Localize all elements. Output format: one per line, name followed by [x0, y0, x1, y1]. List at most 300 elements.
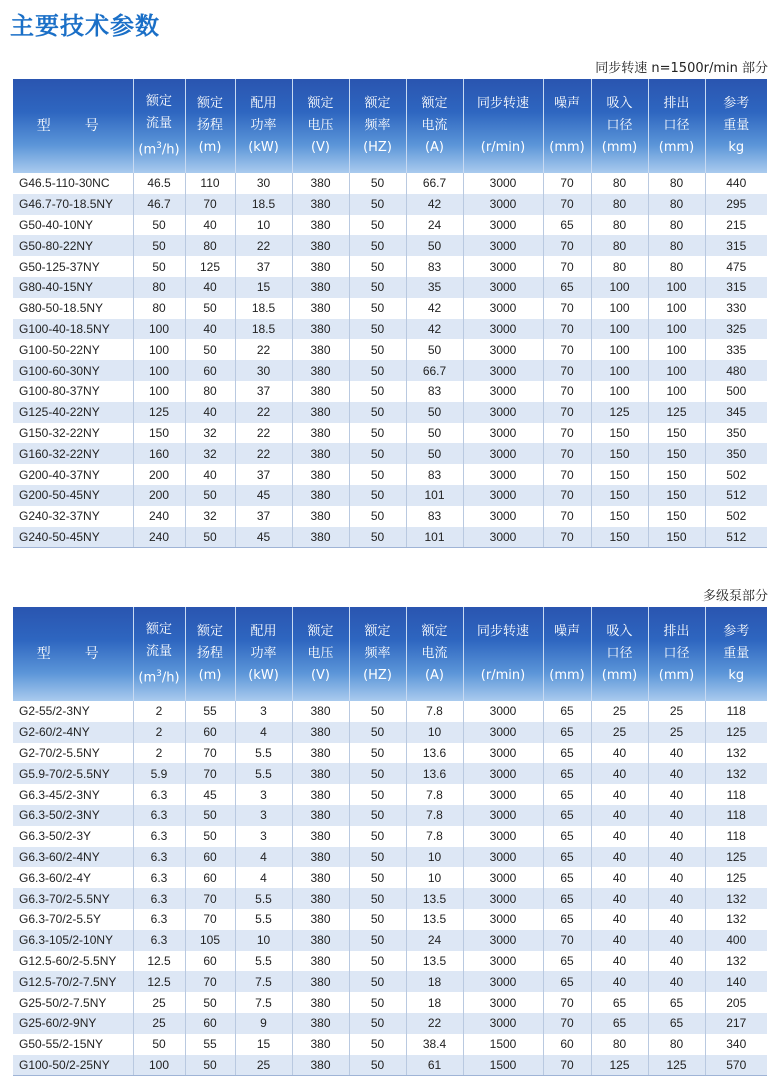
model-cell: G240-50-45NY — [13, 527, 133, 548]
column-header — [463, 79, 543, 173]
header-line: 电压 — [307, 118, 334, 133]
value-cell: 150 — [648, 443, 705, 464]
table-row — [13, 173, 767, 194]
value-cell: 240 — [133, 506, 185, 527]
value-cell: 295 — [705, 194, 767, 215]
value-cell: 50 — [349, 805, 406, 826]
model-cell: G50-40-10NY — [13, 215, 133, 236]
value-cell: 70 — [185, 971, 235, 992]
spec-table-single-stage — [13, 79, 767, 548]
value-cell: 3000 — [463, 743, 543, 764]
value-cell: 25 — [133, 1013, 185, 1034]
value-cell: 50 — [185, 527, 235, 548]
table-row — [13, 277, 767, 298]
value-cell: 160 — [133, 443, 185, 464]
value-cell: 380 — [292, 527, 349, 548]
value-cell: 380 — [292, 485, 349, 506]
value-cell: 40 — [591, 951, 648, 972]
value-cell: 22 — [235, 423, 292, 444]
value-cell: 70 — [543, 485, 591, 506]
value-cell: 18.5 — [235, 298, 292, 319]
value-cell: 70 — [185, 763, 235, 784]
column-header — [648, 79, 705, 173]
column-header — [235, 79, 292, 173]
header-line: 流量 — [145, 643, 172, 659]
value-cell: 200 — [133, 464, 185, 485]
model-cell: G80-50-18.5NY — [13, 298, 133, 319]
value-cell: 40 — [648, 763, 705, 784]
header-line: 口径 — [663, 646, 690, 661]
value-cell: 3000 — [463, 826, 543, 847]
value-cell: 3000 — [463, 173, 543, 194]
model-cell: G46.7-70-18.5NY — [13, 194, 133, 215]
value-cell: 380 — [292, 443, 349, 464]
value-cell: 40 — [591, 930, 648, 951]
value-cell: 100 — [648, 298, 705, 319]
value-cell: 65 — [543, 784, 591, 805]
section-caption-speed: 同步转速 n=1500r/min 部分 — [595, 61, 768, 76]
header-line: (m) — [198, 140, 222, 155]
header-line: (HZ) — [363, 140, 392, 155]
column-header — [133, 79, 185, 173]
header-line — [544, 643, 591, 665]
value-cell: 50 — [185, 992, 235, 1013]
model-cell: G6.3-60/2-4NY — [13, 847, 133, 868]
value-cell: 100 — [648, 319, 705, 340]
value-cell: 66.7 — [406, 173, 463, 194]
table-row — [13, 360, 767, 381]
value-cell: 40 — [591, 888, 648, 909]
value-cell: 105 — [185, 930, 235, 951]
value-cell: 83 — [406, 256, 463, 277]
model-cell: G6.3-70/2-5.5NY — [13, 888, 133, 909]
section-caption-multistage: 多级泵部分 — [702, 589, 768, 604]
value-cell: 50 — [349, 464, 406, 485]
value-cell: 380 — [292, 360, 349, 381]
value-cell: 40 — [648, 743, 705, 764]
value-cell: 125 — [705, 867, 767, 888]
value-cell: 30 — [235, 173, 292, 194]
model-cell: G80-40-15NY — [13, 277, 133, 298]
header-line: 重量 — [723, 646, 750, 661]
value-cell: 50 — [349, 527, 406, 548]
value-cell: 380 — [292, 423, 349, 444]
value-cell: 380 — [292, 722, 349, 743]
value-cell: 380 — [292, 971, 349, 992]
value-cell: 150 — [591, 506, 648, 527]
table-row — [13, 1055, 767, 1076]
value-cell: 3000 — [463, 235, 543, 256]
column-header — [648, 607, 705, 701]
value-cell: 380 — [292, 277, 349, 298]
value-cell: 125 — [591, 402, 648, 423]
value-cell: 3 — [235, 826, 292, 847]
header-line: (mm) — [549, 668, 585, 683]
value-cell: 40 — [648, 867, 705, 888]
header-line: 电压 — [307, 646, 334, 661]
header-line: 功率 — [250, 118, 277, 133]
value-cell: 380 — [292, 339, 349, 360]
header-line: (V) — [310, 668, 331, 683]
model-cell: G2-60/2-4NY — [13, 722, 133, 743]
model-cell: G50-125-37NY — [13, 256, 133, 277]
value-cell: 3000 — [463, 930, 543, 951]
value-cell: 3000 — [463, 339, 543, 360]
value-cell: 380 — [292, 992, 349, 1013]
header-line: (mm) — [601, 668, 638, 683]
table-row — [13, 888, 767, 909]
header-line: 额定 — [196, 624, 223, 639]
value-cell: 100 — [591, 298, 648, 319]
value-cell: 118 — [705, 701, 767, 722]
value-cell: 70 — [543, 506, 591, 527]
value-cell: 40 — [648, 847, 705, 868]
value-cell: 15 — [235, 1034, 292, 1055]
header-line: 口径 — [663, 118, 690, 133]
value-cell: 100 — [133, 1055, 185, 1076]
value-cell: 125 — [648, 1055, 705, 1076]
header-line: 配用 — [250, 624, 277, 639]
value-cell: 18 — [406, 971, 463, 992]
header-line: 额定 — [364, 624, 391, 639]
value-cell: 50 — [349, 1013, 406, 1034]
value-cell: 50 — [185, 805, 235, 826]
header-line: 口径 — [606, 118, 633, 133]
value-cell: 70 — [543, 235, 591, 256]
table-row — [13, 847, 767, 868]
column-header — [349, 607, 406, 701]
value-cell: 6.3 — [133, 826, 185, 847]
column-header — [406, 79, 463, 173]
value-cell: 380 — [292, 256, 349, 277]
column-header — [463, 607, 543, 701]
value-cell: 65 — [543, 951, 591, 972]
header-line: (mm) — [658, 140, 695, 155]
value-cell: 22 — [235, 235, 292, 256]
value-cell: 70 — [543, 360, 591, 381]
value-cell: 50 — [349, 951, 406, 972]
value-cell: 50 — [349, 339, 406, 360]
value-cell: 60 — [543, 1034, 591, 1055]
table-row — [13, 1034, 767, 1055]
table-row — [13, 215, 767, 236]
value-cell: 24 — [406, 215, 463, 236]
value-cell: 65 — [543, 867, 591, 888]
value-cell: 217 — [705, 1013, 767, 1034]
value-cell: 50 — [406, 339, 463, 360]
value-cell: 50 — [349, 888, 406, 909]
column-header — [591, 607, 648, 701]
header-line: 配用 — [250, 96, 277, 111]
column-header — [235, 607, 292, 701]
header-line: 额定 — [196, 96, 223, 111]
header-line: (mm) — [658, 668, 695, 683]
column-header — [406, 607, 463, 701]
value-cell: 65 — [543, 722, 591, 743]
header-line: 功率 — [250, 646, 277, 661]
value-cell: 80 — [648, 256, 705, 277]
value-cell: 80 — [591, 1034, 648, 1055]
column-header — [133, 607, 185, 701]
value-cell: 502 — [705, 506, 767, 527]
value-cell: 25 — [591, 701, 648, 722]
value-cell: 37 — [235, 381, 292, 402]
header-line: (kW) — [248, 668, 279, 683]
value-cell: 55 — [185, 701, 235, 722]
value-cell: 380 — [292, 847, 349, 868]
value-cell: 380 — [292, 173, 349, 194]
value-cell: 240 — [133, 527, 185, 548]
table-row — [13, 909, 767, 930]
model-cell: G25-60/2-9NY — [13, 1013, 133, 1034]
value-cell: 3000 — [463, 360, 543, 381]
value-cell: 132 — [705, 888, 767, 909]
value-cell: 150 — [133, 423, 185, 444]
value-cell: 80 — [591, 173, 648, 194]
value-cell: 40 — [648, 805, 705, 826]
value-cell: 330 — [705, 298, 767, 319]
value-cell: 40 — [591, 867, 648, 888]
value-cell: 60 — [185, 847, 235, 868]
value-cell: 22 — [406, 1013, 463, 1034]
value-cell: 6.3 — [133, 805, 185, 826]
model-cell: G2-55/2-3NY — [13, 701, 133, 722]
table-row — [13, 701, 767, 722]
column-header — [292, 607, 349, 701]
value-cell: 70 — [543, 423, 591, 444]
value-cell: 205 — [705, 992, 767, 1013]
header-line: 吸入 — [606, 624, 633, 639]
value-cell: 40 — [648, 784, 705, 805]
value-cell: 570 — [705, 1055, 767, 1076]
value-cell: 3000 — [463, 381, 543, 402]
header-line: 型 号 — [36, 118, 109, 134]
value-cell: 37 — [235, 506, 292, 527]
value-cell: 3000 — [463, 763, 543, 784]
value-cell: 132 — [705, 951, 767, 972]
value-cell: 70 — [543, 464, 591, 485]
value-cell: 60 — [185, 722, 235, 743]
value-cell: 40 — [591, 784, 648, 805]
value-cell: 3000 — [463, 443, 543, 464]
value-cell: 70 — [185, 909, 235, 930]
value-cell: 50 — [185, 485, 235, 506]
header-line: 额定 — [421, 96, 448, 111]
value-cell: 22 — [235, 339, 292, 360]
model-cell: G200-50-45NY — [13, 485, 133, 506]
value-cell: 50 — [349, 930, 406, 951]
value-cell: 150 — [648, 506, 705, 527]
value-cell: 70 — [543, 527, 591, 548]
value-cell: 25 — [648, 701, 705, 722]
value-cell: 440 — [705, 173, 767, 194]
model-cell: G2-70/2-5.5NY — [13, 743, 133, 764]
value-cell: 380 — [292, 506, 349, 527]
value-cell: 3000 — [463, 992, 543, 1013]
value-cell: 80 — [648, 173, 705, 194]
value-cell: 25 — [648, 722, 705, 743]
value-cell: 80 — [133, 298, 185, 319]
column-header — [13, 607, 133, 701]
value-cell: 40 — [591, 971, 648, 992]
model-cell: G6.3-70/2-5.5Y — [13, 909, 133, 930]
value-cell: 66.7 — [406, 360, 463, 381]
value-cell: 38.4 — [406, 1034, 463, 1055]
value-cell: 83 — [406, 506, 463, 527]
value-cell: 50 — [349, 423, 406, 444]
header-line: 吸入 — [606, 96, 633, 111]
model-cell: G160-32-22NY — [13, 443, 133, 464]
value-cell: 83 — [406, 464, 463, 485]
value-cell: 100 — [648, 277, 705, 298]
value-cell: 50 — [349, 909, 406, 930]
value-cell: 50 — [349, 784, 406, 805]
value-cell: 70 — [543, 1055, 591, 1076]
value-cell: 50 — [349, 298, 406, 319]
value-cell: 3000 — [463, 784, 543, 805]
value-cell: 380 — [292, 784, 349, 805]
model-cell: G12.5-60/2-5.5NY — [13, 951, 133, 972]
value-cell: 340 — [705, 1034, 767, 1055]
header-line: 同步转速 — [476, 624, 529, 639]
value-cell: 50 — [349, 506, 406, 527]
column-header — [705, 79, 767, 173]
value-cell: 3000 — [463, 847, 543, 868]
table-row — [13, 506, 767, 527]
header-line: 电流 — [421, 646, 448, 661]
value-cell: 3000 — [463, 402, 543, 423]
model-cell: G100-50-22NY — [13, 339, 133, 360]
value-cell: 380 — [292, 930, 349, 951]
value-cell: 150 — [591, 485, 648, 506]
value-cell: 50 — [349, 763, 406, 784]
value-cell: 13.6 — [406, 743, 463, 764]
value-cell: 7.8 — [406, 784, 463, 805]
value-cell: 32 — [185, 423, 235, 444]
value-cell: 10 — [406, 847, 463, 868]
value-cell: 50 — [349, 194, 406, 215]
model-cell: G6.3-60/2-4Y — [13, 867, 133, 888]
value-cell: 42 — [406, 298, 463, 319]
value-cell: 101 — [406, 527, 463, 548]
value-cell: 100 — [133, 381, 185, 402]
value-cell: 18 — [406, 992, 463, 1013]
value-cell: 125 — [648, 402, 705, 423]
value-cell: 480 — [705, 360, 767, 381]
value-cell: 7.5 — [235, 971, 292, 992]
value-cell: 7.5 — [235, 992, 292, 1013]
value-cell: 5.5 — [235, 743, 292, 764]
header-line: 额定 — [145, 621, 172, 637]
model-cell: G240-32-37NY — [13, 506, 133, 527]
table-row — [13, 1013, 767, 1034]
value-cell: 150 — [591, 527, 648, 548]
value-cell: 50 — [349, 256, 406, 277]
value-cell: 4 — [235, 867, 292, 888]
value-cell: 70 — [543, 319, 591, 340]
header-line: 重量 — [723, 118, 750, 133]
table-row — [13, 298, 767, 319]
header-line: (kW) — [248, 140, 279, 155]
value-cell: 50 — [185, 1055, 235, 1076]
value-cell: 118 — [705, 784, 767, 805]
header-line: $(m^3/h)$ — [138, 668, 180, 686]
header-line: 频率 — [364, 118, 391, 133]
value-cell: 7.8 — [406, 805, 463, 826]
value-cell: 60 — [185, 951, 235, 972]
model-cell: G100-40-18.5NY — [13, 319, 133, 340]
value-cell: 1500 — [463, 1034, 543, 1055]
header-line: 额定 — [364, 96, 391, 111]
value-cell: 6.3 — [133, 867, 185, 888]
header-line: 频率 — [364, 646, 391, 661]
value-cell: 80 — [133, 277, 185, 298]
value-cell: 37 — [235, 464, 292, 485]
value-cell: 60 — [185, 867, 235, 888]
value-cell: 50 — [349, 743, 406, 764]
column-header — [185, 607, 235, 701]
table-row — [13, 443, 767, 464]
value-cell: 13.6 — [406, 763, 463, 784]
column-header — [13, 79, 133, 173]
value-cell: 80 — [591, 256, 648, 277]
value-cell: 100 — [591, 277, 648, 298]
value-cell: 100 — [591, 360, 648, 381]
value-cell: 70 — [543, 194, 591, 215]
value-cell: 380 — [292, 1013, 349, 1034]
value-cell: 40 — [185, 215, 235, 236]
value-cell: 150 — [648, 485, 705, 506]
model-cell: G6.3-45/2-3NY — [13, 784, 133, 805]
value-cell: 125 — [185, 256, 235, 277]
value-cell: 50 — [133, 1034, 185, 1055]
header-line: 额定 — [421, 624, 448, 639]
value-cell: 65 — [648, 1013, 705, 1034]
value-cell: 30 — [235, 360, 292, 381]
value-cell: 380 — [292, 402, 349, 423]
value-cell: 40 — [185, 277, 235, 298]
value-cell: 150 — [591, 464, 648, 485]
value-cell: 15 — [235, 277, 292, 298]
table-row — [13, 826, 767, 847]
value-cell: 125 — [591, 1055, 648, 1076]
value-cell: 150 — [591, 423, 648, 444]
table-row — [13, 722, 767, 743]
value-cell: 70 — [543, 298, 591, 319]
value-cell: 100 — [133, 360, 185, 381]
value-cell: 6.3 — [133, 784, 185, 805]
value-cell: 40 — [591, 743, 648, 764]
value-cell: 25 — [591, 722, 648, 743]
header-line: 流量 — [145, 115, 172, 131]
value-cell: 65 — [543, 215, 591, 236]
value-cell: 150 — [648, 423, 705, 444]
value-cell: 45 — [235, 485, 292, 506]
value-cell: 13.5 — [406, 951, 463, 972]
value-cell: 80 — [648, 194, 705, 215]
value-cell: 2 — [133, 701, 185, 722]
value-cell: 50 — [349, 381, 406, 402]
value-cell: 140 — [705, 971, 767, 992]
value-cell: 37 — [235, 256, 292, 277]
header-line: 口径 — [606, 646, 633, 661]
header-line: 扬程 — [196, 646, 223, 661]
table-row — [13, 235, 767, 256]
value-cell: 70 — [185, 194, 235, 215]
value-cell: 6.3 — [133, 847, 185, 868]
value-cell: 50 — [185, 826, 235, 847]
header-line: 噪声 — [553, 624, 580, 639]
